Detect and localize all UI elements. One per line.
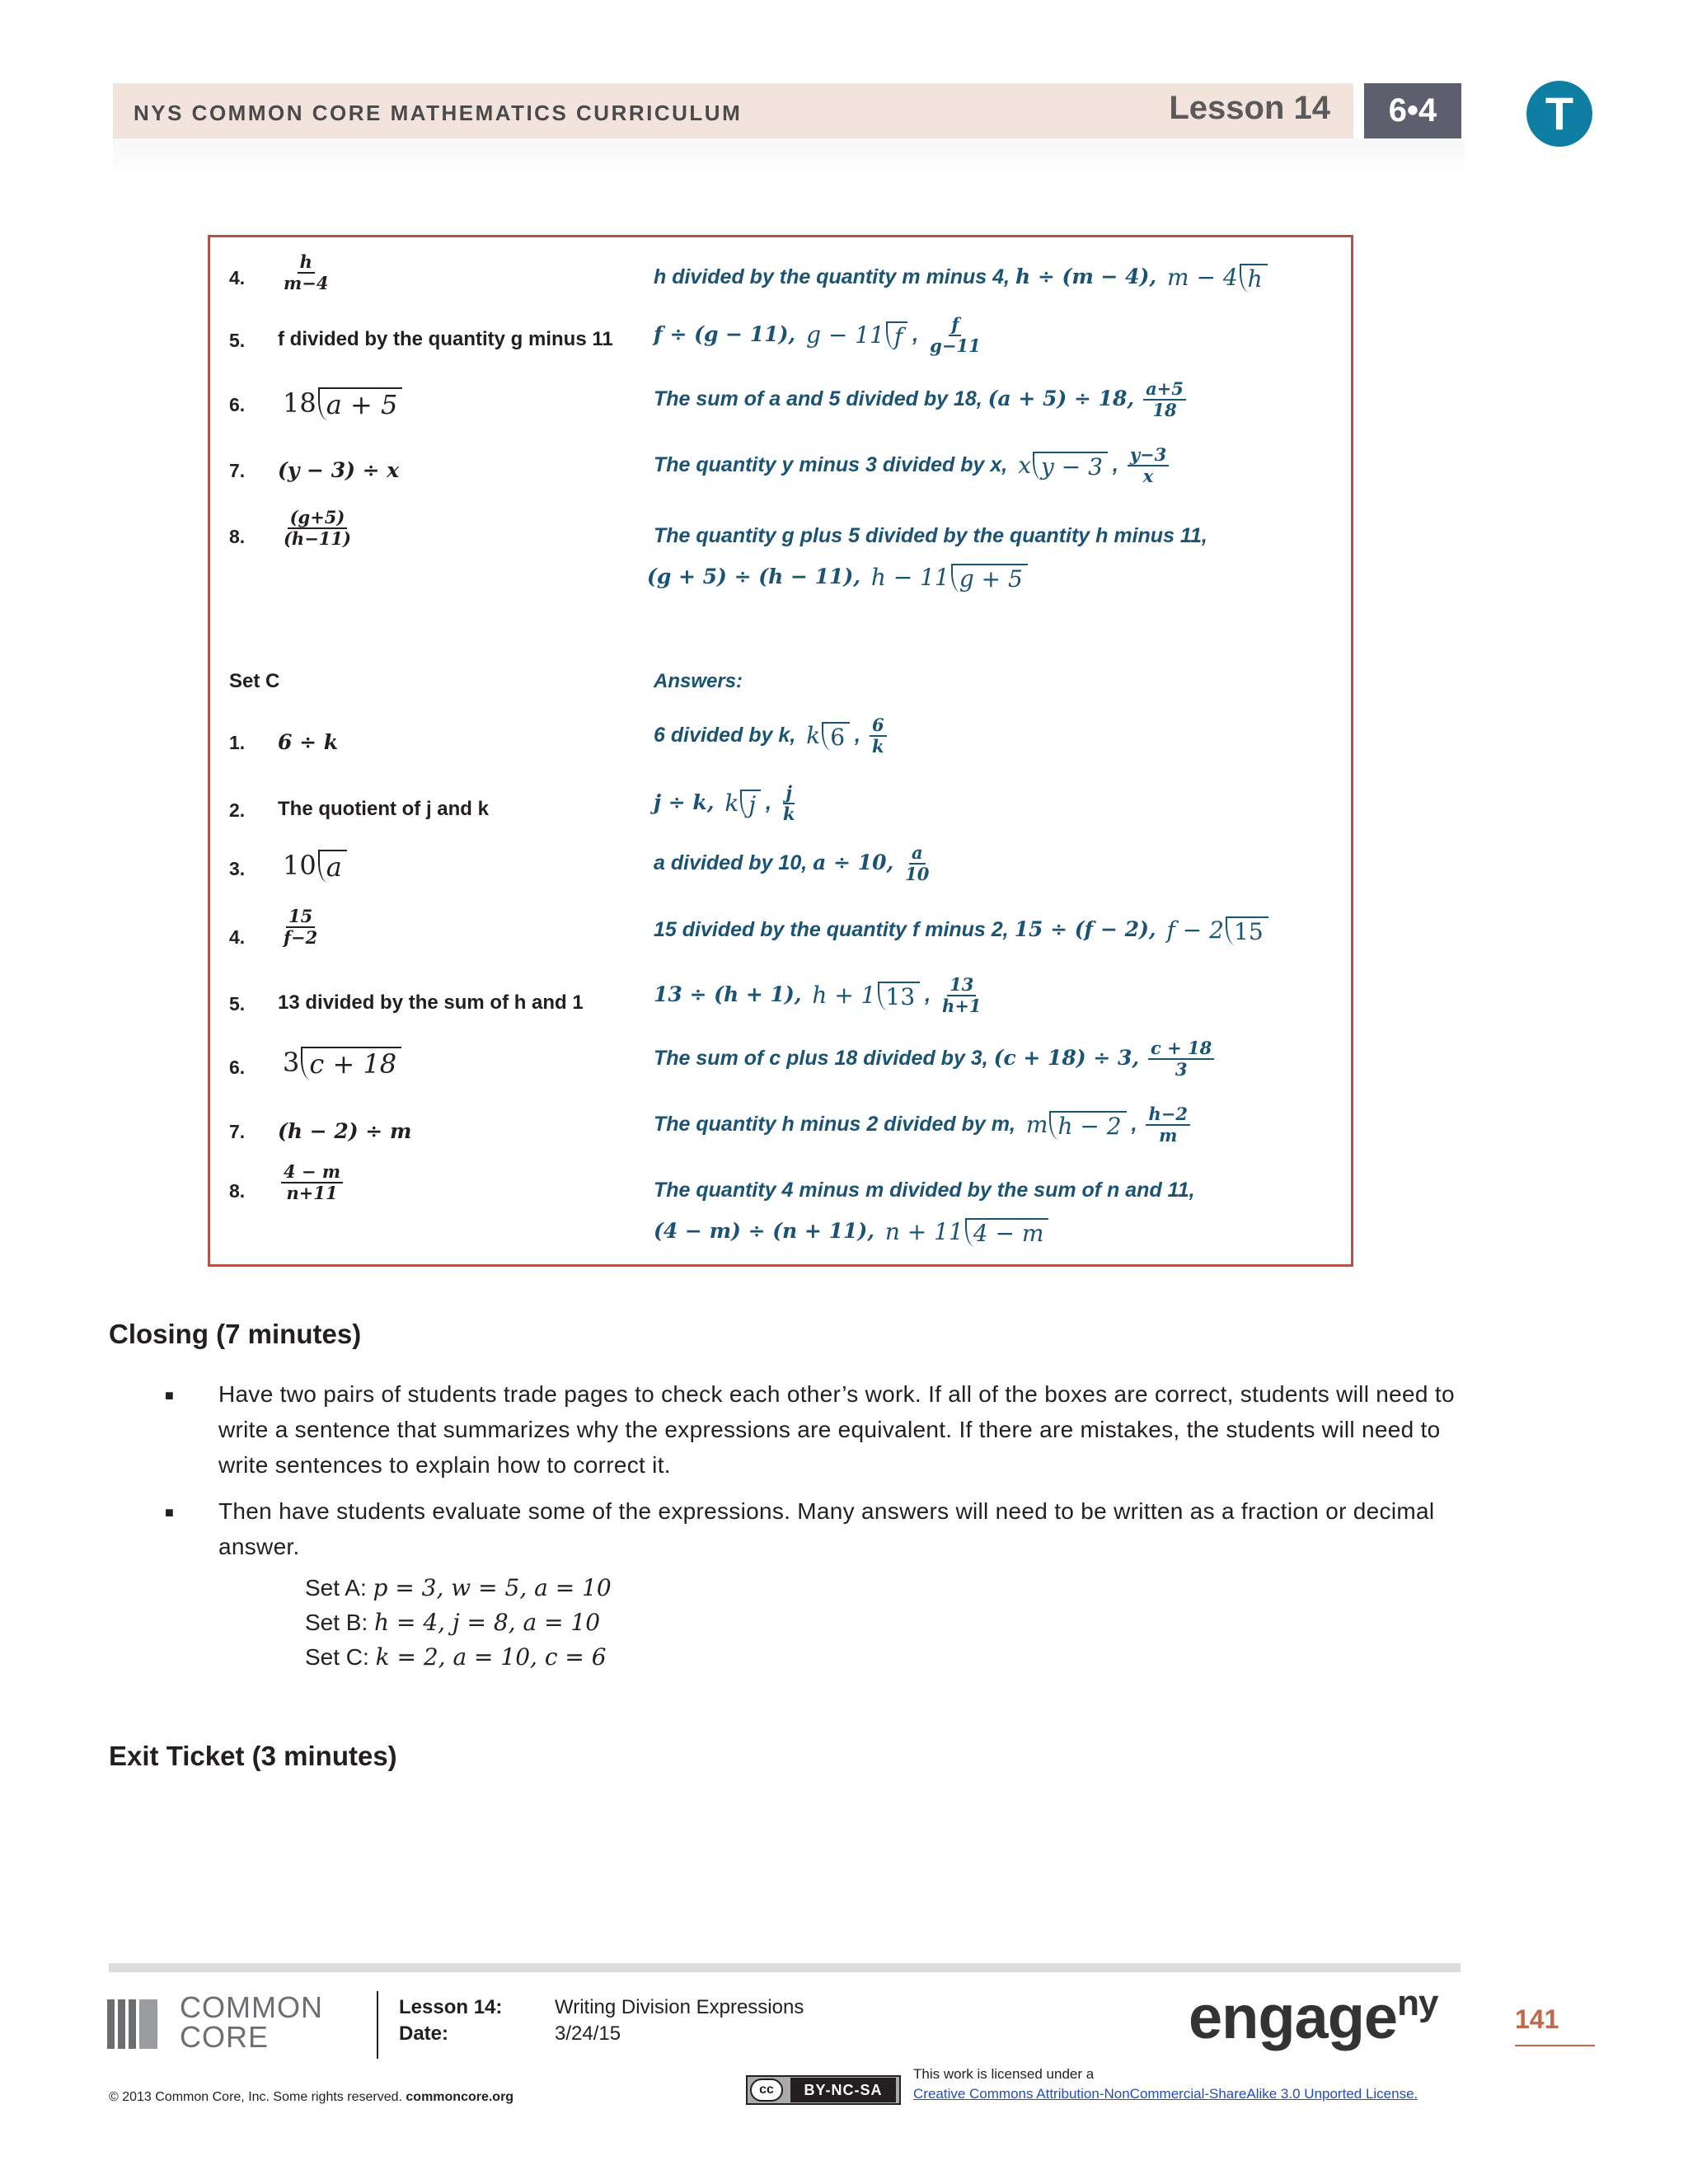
- footer-date-label: Date:: [399, 2022, 449, 2045]
- answer-expression: h divided by the quantity m minus 4, h ÷ (m − 4), m − 4 h: [654, 264, 1273, 293]
- problem-expression: 6 ÷ k: [278, 730, 339, 754]
- long-division-symbol: n + 11 4 − m: [885, 1218, 1049, 1247]
- answer-expression: f ÷ (g − 11), g − 11 f , $\frac{f}{g-11}$: [654, 314, 981, 357]
- problem-expression: (y − 3) ÷ x: [278, 458, 400, 482]
- answer-row-c5: [210, 973, 1351, 1023]
- answer-row-c7: [210, 1103, 1351, 1152]
- problem-expression: [278, 850, 352, 883]
- row-number: 7.: [229, 1121, 246, 1142]
- answer-expression: The sum of c plus 18 divided by 3, (c + 18) ÷ 3, $\frac{c + 18}{3}$: [654, 1038, 1217, 1080]
- answer-key-box: [208, 235, 1353, 1267]
- common-core-bars-icon: [107, 1999, 161, 2053]
- long-division-symbol: h + 1 13: [812, 982, 920, 1010]
- row-number: 4.: [229, 267, 246, 288]
- set-c-label: Set C: [229, 670, 280, 692]
- answer-row-c3: [210, 841, 1351, 891]
- row-number: 6.: [229, 1057, 246, 1078]
- answer-expression: j ÷ k, k j , $\frac{j}{k}$: [654, 782, 795, 825]
- answer-expression: The quantity y minus 3 divided by x, x y − 3 , $\frac{y-3}{x}$: [654, 445, 1172, 486]
- answers-label: Answers:: [654, 670, 743, 692]
- answer-text: The quantity 4 minus m divided by the sum of n and 11,: [654, 1179, 1195, 1202]
- exit-ticket-heading: Exit Ticket (3 minutes): [109, 1741, 397, 1771]
- answer-row-c6: [210, 1037, 1351, 1086]
- answer-row-c2: [210, 781, 1351, 831]
- answer-expression: The quantity h minus 2 divided by m, m h − 2 , $\frac{h-2}{m}$: [654, 1104, 1193, 1146]
- row-number: 4.: [229, 926, 246, 948]
- long-division-symbol: m h − 2: [1026, 1111, 1127, 1140]
- problem-expression: 13 divided by the sum of h and 1: [278, 991, 584, 1014]
- problem-expression: [278, 387, 407, 420]
- answer-row-c8: [210, 1162, 1351, 1261]
- row-number: 3.: [229, 858, 246, 879]
- problem-expression: The quotient of j and k: [278, 798, 489, 820]
- creative-commons-badge-icon: cc BY-NC-SA: [746, 2075, 901, 2105]
- problem-expression: (h − 2) ÷ m: [278, 1119, 412, 1143]
- answer-row-b8: [210, 508, 1351, 615]
- long-division-symbol: 10 a: [283, 850, 347, 883]
- curriculum-title: NYS COMMON CORE MATHEMATICS CURRICULUM: [134, 101, 743, 125]
- bullet-square-icon: ■: [165, 1504, 174, 1521]
- long-division-symbol: 3 c + 18: [283, 1047, 401, 1080]
- row-number: 7.: [229, 460, 246, 481]
- footer-lesson-title: Writing Division Expressions: [555, 1996, 804, 2018]
- row-number: 8.: [229, 1180, 246, 1202]
- answer-row-b5: [210, 313, 1351, 363]
- page-number: 141: [1515, 2004, 1559, 2034]
- common-core-wordmark: COMMON CORE: [180, 1990, 323, 2054]
- footer-date-value: 3/24/15: [555, 2022, 621, 2045]
- long-division-symbol: 18 a + 5: [283, 387, 402, 420]
- lesson-label: Lesson 14: [1169, 90, 1330, 126]
- evaluate-set-b: Set B: h = 4, j = 8, a = 10: [305, 1609, 601, 1636]
- row-number: 5.: [229, 993, 246, 1015]
- closing-heading: Closing (7 minutes): [109, 1319, 362, 1349]
- long-division-symbol: m − 4 h: [1167, 264, 1268, 293]
- copyright-text: © 2013 Common Core, Inc. Some rights reserved. commoncore.org: [109, 2090, 514, 2104]
- license-text: This work is licensed under a: [913, 2066, 1095, 2082]
- answer-expression: a divided by 10, a ÷ 10, $\frac{a}{10}$: [654, 842, 930, 885]
- row-number: 8.: [229, 526, 246, 547]
- answer-expression: The sum of a and 5 divided by 18, (a + 5) ÷ 18, $\frac{a+5}{18}$: [654, 379, 1189, 420]
- long-division-symbol: g − 11 f: [806, 321, 907, 350]
- closing-bullet-2: Then have students evaluate some of the expressions. Many answers will need to be written as a fraction or decimal answer.: [218, 1498, 1435, 1559]
- bullet-square-icon: ■: [165, 1387, 174, 1404]
- long-division-symbol: f − 2 15: [1167, 916, 1268, 945]
- answer-expression: 6 divided by k, k 6 , $\frac{6}{k}$: [654, 715, 890, 757]
- answer-expression: 15 divided by the quantity f minus 2, 15 ÷ (f − 2), f − 2 15: [654, 916, 1273, 945]
- closing-bullet-1: Have two pairs of students trade pages to check each other’s work. If all of the boxes are correct, students will need to write a sentence that summarizes why the expressions are equivalent. If there are mistakes, the students will need to write sentences to explain how to correct it.: [218, 1381, 1455, 1478]
- header-bar: [113, 83, 1353, 138]
- row-number: 5.: [229, 330, 246, 351]
- long-division-symbol: k 6: [806, 722, 850, 751]
- problem-expression: $\frac{4 - m}{n+11}$: [278, 1162, 346, 1203]
- problem-expression: $\frac{h}{m-4}$: [284, 251, 329, 294]
- evaluate-set-a: Set A: p = 3, w = 5, a = 10: [305, 1574, 612, 1601]
- teacher-badge-icon: T: [1526, 81, 1592, 147]
- common-core-logo: [107, 1990, 354, 2054]
- header-shadow: [113, 138, 1465, 176]
- answer-row-c1: [210, 714, 1351, 763]
- answer-row-b6: [210, 377, 1351, 427]
- answer-text: The quantity g plus 5 divided by the quantity h minus 11,: [654, 524, 1207, 547]
- answer-row-b7: [210, 443, 1351, 493]
- page-number-rule: [1515, 2045, 1595, 2046]
- evaluate-set-c: Set C: k = 2, a = 10, c = 6: [305, 1643, 607, 1671]
- row-number: 2.: [229, 799, 246, 821]
- footer-divider: [377, 1991, 378, 2059]
- answer-expression: (g + 5) ÷ (h − 11), h − 11 g + 5: [647, 564, 1033, 593]
- problem-expression: [278, 1047, 406, 1080]
- grade-module-badge: 6•4: [1364, 83, 1461, 138]
- engageny-logo: engage$^{ny}$: [1189, 1983, 1438, 2051]
- problem-expression: f divided by the quantity g minus 11: [278, 328, 613, 350]
- problem-expression: $\frac{15}{f-2}$: [284, 906, 318, 949]
- footer-lesson-label: Lesson 14:: [399, 1996, 503, 2018]
- long-division-symbol: k j: [724, 790, 761, 818]
- answer-row-b4: [210, 252, 1351, 302]
- row-number: 1.: [229, 732, 246, 753]
- answer-expression: 13 ÷ (h + 1), h + 1 13 , $\frac{13}{h+1}$: [654, 974, 982, 1017]
- license-link[interactable]: Creative Commons Attribution-NonCommercial-ShareAlike 3.0 Unported License.: [913, 2086, 1418, 2102]
- row-number: 6.: [229, 394, 246, 415]
- long-division-symbol: x y − 3: [1018, 452, 1108, 480]
- answer-expression: (4 − m) ÷ (n + 11), n + 11 4 − m: [654, 1218, 1053, 1247]
- long-division-symbol: h − 11 g + 5: [871, 564, 1028, 593]
- answer-row-c4: [210, 907, 1351, 956]
- footer-rule: [109, 1963, 1461, 1972]
- problem-expression: $\frac{(g+5)}{(h-11)}$: [284, 507, 351, 550]
